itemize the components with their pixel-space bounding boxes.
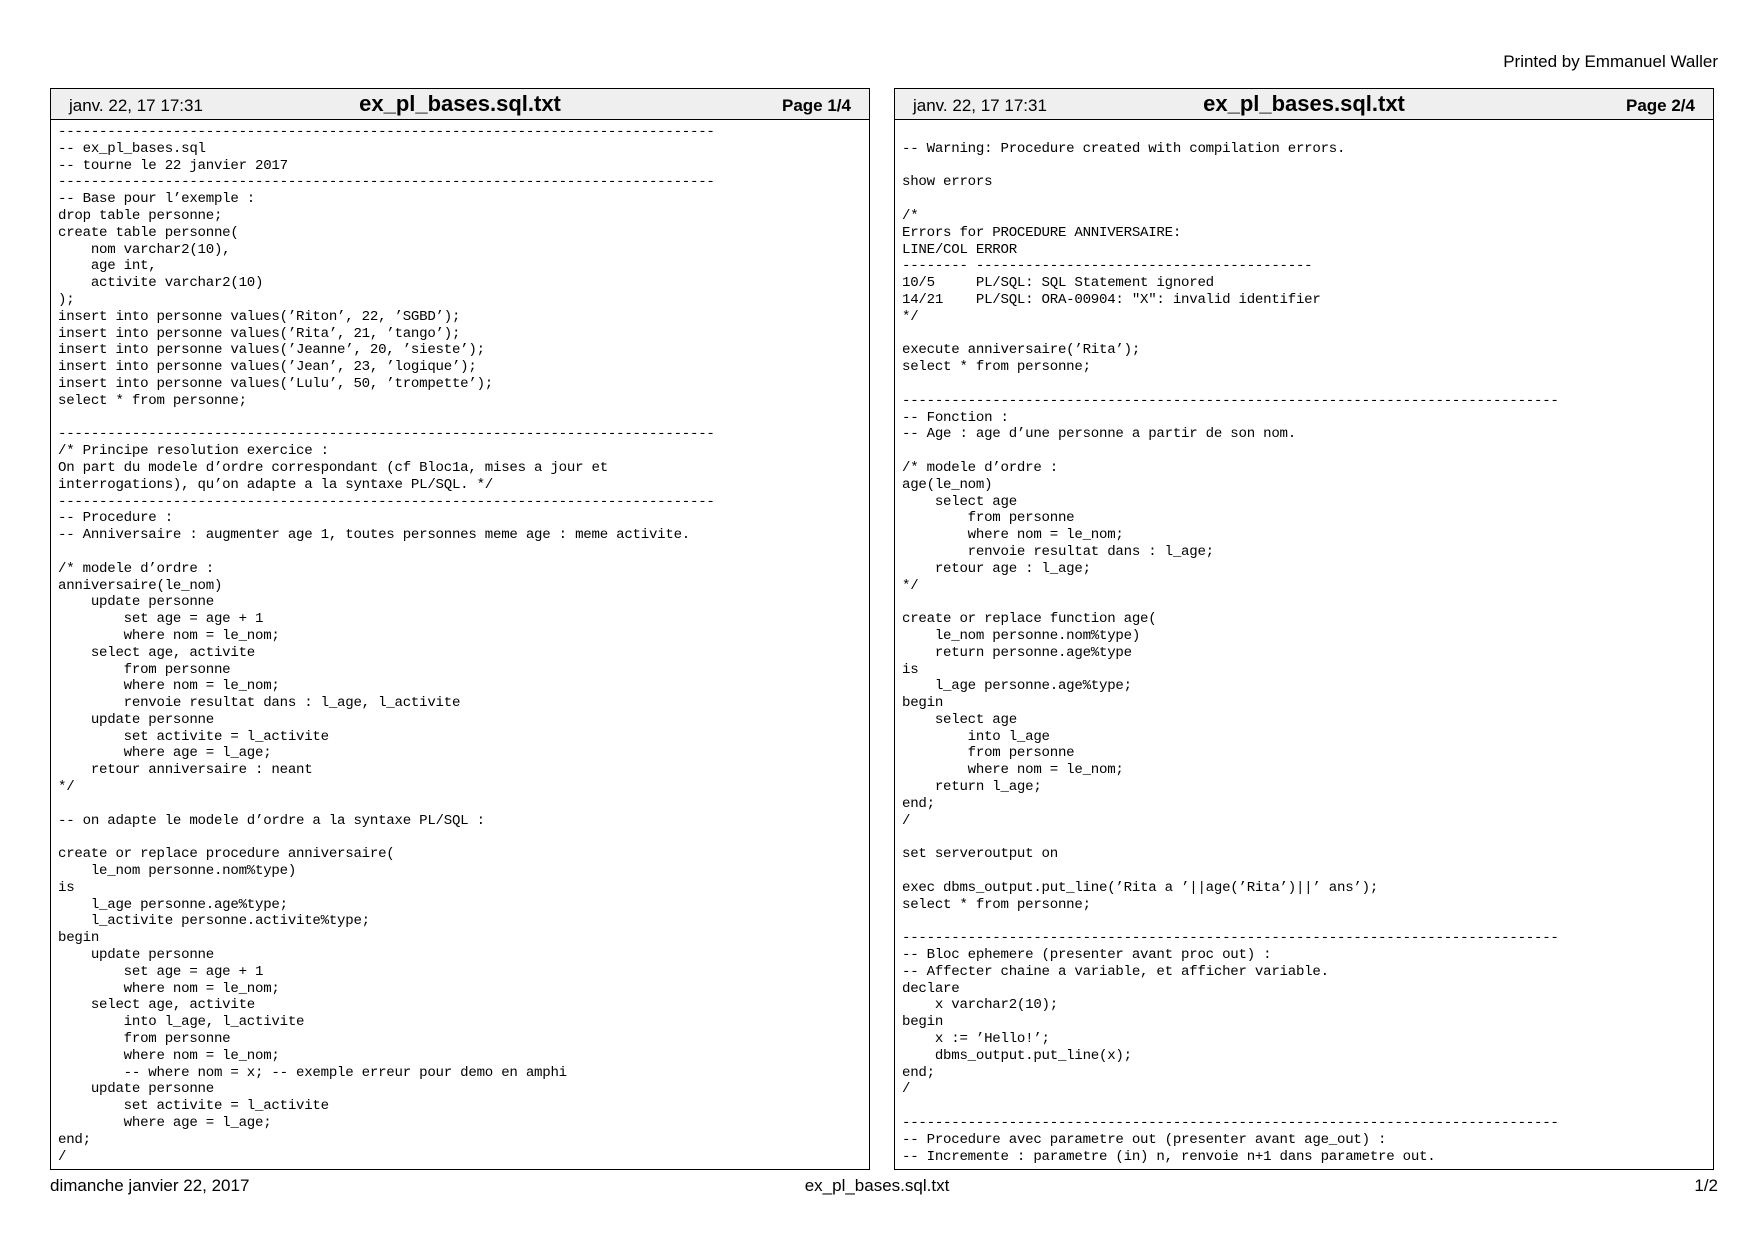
- footer-filename: ex_pl_bases.sql.txt: [804, 1176, 950, 1195]
- header-date: janv. 22, 17 17:31: [69, 96, 203, 115]
- header-filename: ex_pl_bases.sql.txt: [359, 91, 561, 116]
- code-listing: -- Warning: Procedure created with compilation errors. show errors /* Errors for PROCEDURE ANNIVERSAIRE: LINE/COL ERROR -------- ----------------------------------------- 10/5 PL/SQL: SQL Statement ignored 14/21 PL/SQL: ORA-00904: "X": invalid identifier */ execute anniversaire(’Rita’); select * from personne; -------------------------------------------------------------------------------- -- Fonction : -- Age : age d’une personne a partir de son nom. /* modele d’ordre : age(le_nom) select age from personne where nom = le_nom; renvoie resultat dans : l_age; retour age : l_age; */ create or replace function age( le_nom personne.nom%type) return personne.age%type is l_age personne.age%type; begin select age into l_age from personne where nom = le_nom; return l_age; end; / set serveroutput on exec dbms_output.put_line(’Rita a ’||age(’Rita’)||’ ans’); select * from personne; -------------------------------------------------------------------------------- -- Bloc ephemere (presenter avant proc out) : -- Affecter chaine a variable, et afficher variable. declare x varchar2(10); begin x := ’Hello!’; dbms_output.put_line(x); end; / -------------------------------------------------------------------------------- -- Procedure avec parametre out (presenter avant age_out) : -- Incremente : parametre (in) n, renvoie n+1 dans parametre out.: [902, 140, 1559, 1165]
- code-listing: -------------------------------------------------------------------------------- -- ex_pl_bases.sql -- tourne le 22 janvier 2017 -------------------------------------------------------------------------------- -- Base pour l’exemple : drop table personne; create table personne( nom varchar2(10), age int, activite varchar2(10) ); insert into personne values(’Riton’, 22, ’SGBD’); insert into personne values(’Rita’, 21, ’tango’); insert into personne values(’Jeanne’, 20, ’sieste’); insert into personne values(’Jean’, 23, ’logique’); insert into personne values(’Lulu’, 50, ’trompette’); select * from personne; -------------------------------------------------------------------------------- /* Principe resolution exercice : On part du modele d’ordre correspondant (cf Bloc1a, mises a jour et interrogations), qu’on adapte a la syntaxe PL/SQL. */ -------------------------------------------------------------------------------- -- Procedure : -- Anniversaire : augmenter age 1, toutes personnes meme age : meme activite. /* modele d’ordre : anniversaire(le_nom) update personne set age = age + 1 where nom = le_nom; select age, activite from personne where nom = le_nom; renvoie resultat dans : l_age, l_activite update personne set activite = l_activite where age = l_age; retour anniversaire : neant */ -- on adapte le modele d’ordre a la syntaxe PL/SQL : create or replace procedure anniversaire( le_nom personne.nom%type) is l_age personne.age%type; l_activite personne.activite%type; begin update personne set age = age + 1 where nom = le_nom; select age, activite into l_age, l_activite from personne where nom = le_nom; -- where nom = x; -- exemple erreur pour demo en amphi update personne set activite = l_activite where age = l_age; end; /: [58, 124, 715, 1165]
- footer-date: dimanche janvier 22, 2017: [50, 1176, 250, 1195]
- header-date: janv. 22, 17 17:31: [913, 96, 1047, 115]
- header-page-number: Page 2/4: [1626, 96, 1695, 115]
- page-panel-2: [894, 88, 1714, 1170]
- page-header: [51, 89, 869, 120]
- footer-sheet-number: 1/2: [1694, 1176, 1718, 1195]
- header-filename: ex_pl_bases.sql.txt: [1203, 91, 1405, 116]
- page-panel-1: [50, 88, 870, 1170]
- header-page-number: Page 1/4: [782, 96, 851, 115]
- page-header: [895, 89, 1713, 120]
- printed-by-label: Printed by Emmanuel Waller: [1503, 52, 1718, 71]
